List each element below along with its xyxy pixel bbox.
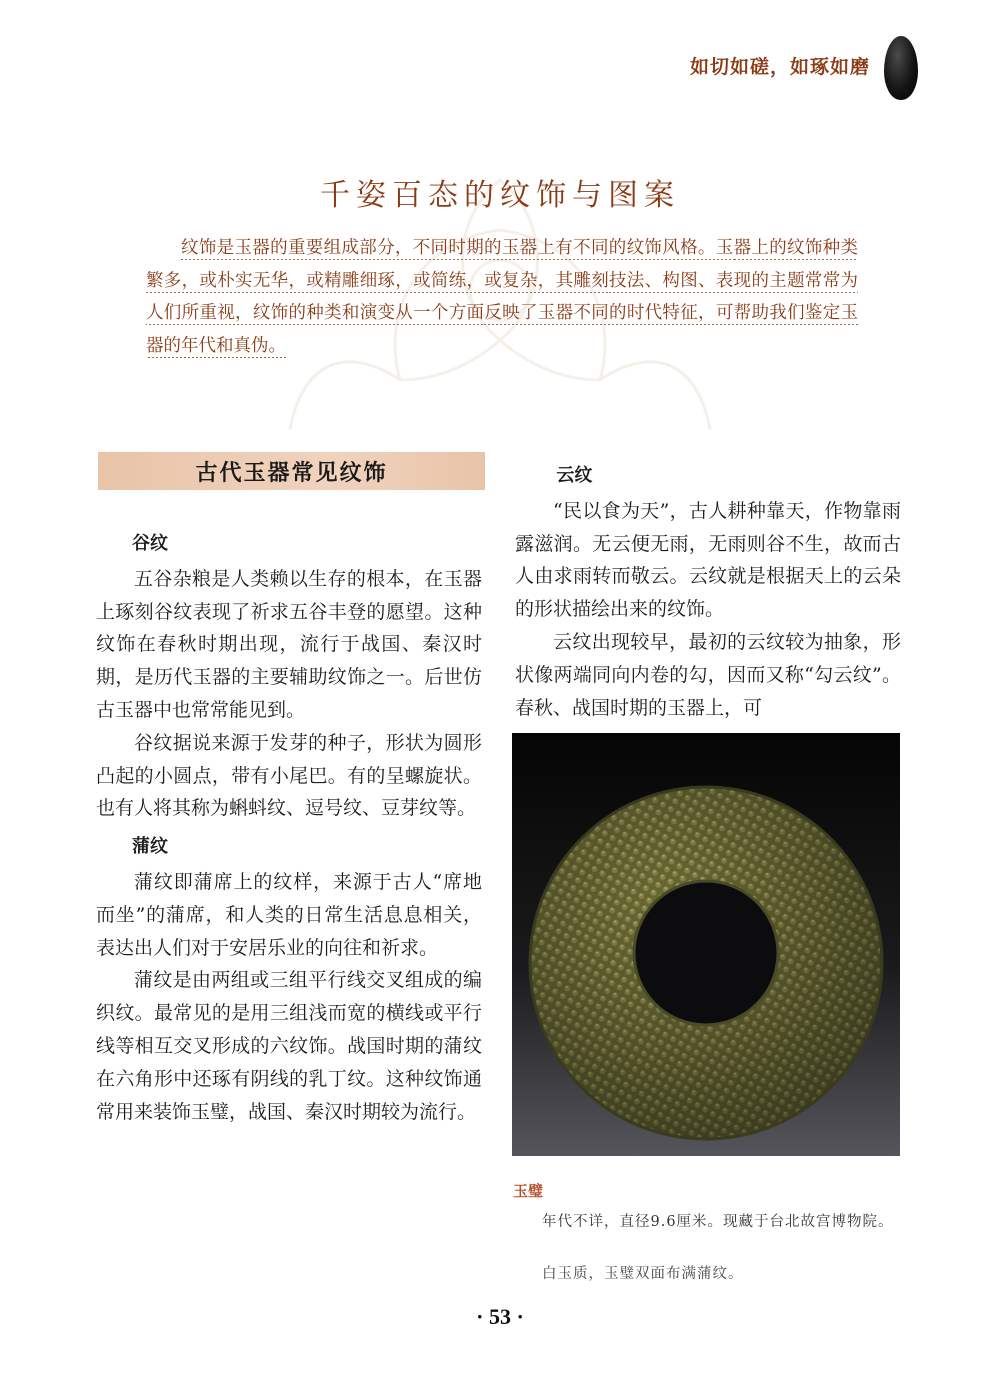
right-column	[515, 460, 901, 724]
intro-line: 技法、构图、表现的主题常常为人们所重视，纹饰的种类和演变从一个方面	[146, 270, 858, 323]
puwen-heading: 蒲纹	[132, 836, 168, 858]
left-column	[96, 522, 482, 1128]
intro-line: 纹饰是玉器的重要组成部分，不同时期的玉器上有不同的纹饰风格。玉	[181, 238, 734, 258]
pebble-ornament-icon	[884, 36, 918, 100]
intro-paragraph	[146, 232, 858, 362]
page-number: · 53 ·	[476, 1304, 524, 1329]
photo-caption-text: 年代不详，直径9.6厘米。现藏于台北故宫博物院。	[542, 1214, 894, 1230]
yunwen-paragraph-2: 云纹出现较早，最初的云纹较为抽象，形状像两端同向内卷的勾，因而又称“勾云纹”。春秋、战国时期的玉器上，可	[515, 630, 901, 719]
photo-caption-title: 玉璧	[513, 1182, 544, 1200]
intro-line: 反映了玉器不同的时代特征，可帮助我们鉴定玉器的年代和真伪。	[146, 303, 859, 356]
yunwen-heading: 云纹	[556, 465, 593, 486]
guwen-heading: 谷纹	[132, 533, 168, 554]
section-title: 千姿百态的纹饰与图案	[320, 178, 680, 213]
guwen-paragraph-2: 谷纹据说来源于发芽的种子，形状为圆形凸起的小圆点，带有小尾巴。有的呈螺旋状。也有人将其称为蝌蚪纹、逗号纹、豆芽纹等。	[96, 731, 482, 820]
running-header: 如切如磋，如琢如磨	[689, 56, 870, 78]
yunwen-paragraph-1: “民以食为天”，古人耕种靠天，作物靠雨露滋润。无云便无雨，无雨则谷不生，故而古人由求雨转而敬云。云纹就是根据天上的云朵的形状描绘出来的纹饰。	[515, 499, 901, 621]
intro-line: 器上的纹饰种类繁多，或朴实无华，或精雕细琢，或简练，或复杂，其雕刻	[146, 238, 859, 291]
puwen-paragraph-1: 蒲纹即蒲席上的纹样，来源于古人“席地而坐”的蒲席，和人类的日常生活息息相关，表达出人们对于安居乐业的向往和祈求。	[96, 870, 482, 959]
guwen-paragraph-1: 五谷杂粮是人类赖以生存的根本，在玉器上琢刻谷纹表现了祈求五谷丰登的愿望。这种纹饰在春秋时期出现，流行于战国、秦汉时期，是历代玉器的主要辅助纹饰之一。后世仿古玉器中也常常能见到。	[96, 567, 482, 721]
puwen-paragraph-2: 蒲纹是由两组或三组平行线交叉组成的编织纹。最常见的是用三组浅而宽的横线或平行线等相互交叉形成的六纹饰。战国时期的蒲纹在六角形中还琢有阴线的乳丁纹。这种纹饰通常用来装饰玉璧，战国、秦汉时期较为流行。	[96, 969, 482, 1123]
photo-caption-description: 白玉质，玉璧双面布满蒲纹。	[542, 1266, 744, 1282]
jade-bi-photo	[512, 733, 900, 1156]
subsection-banner: 古代玉器常见纹饰	[98, 452, 485, 490]
